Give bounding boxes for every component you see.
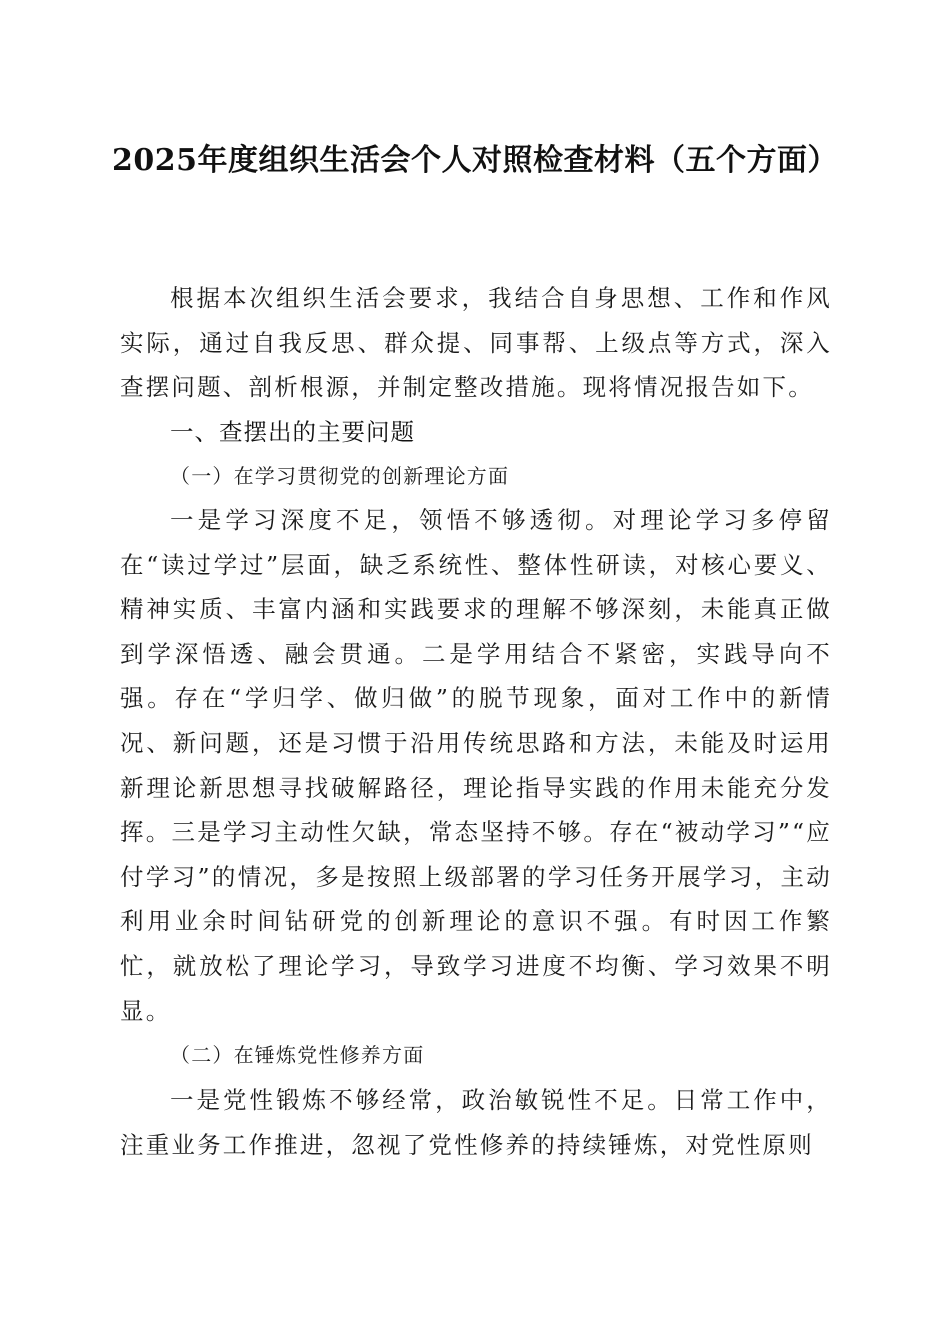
intro-paragraph: 根据本次组织生活会要求，我结合自身思想、工作和作风实际，通过自我反思、群众提、同事帮、上级点等方式，深入查摆问题、剖析根源，并制定整改措施。现将情况报告如下。 [120, 284, 832, 402]
subsection-heading-theory-study: （一）在学习贯彻党的创新理论方面 [170, 464, 510, 488]
paragraph-theory-study-issues: 一是学习深度不足，领悟不够透彻。对理论学习多停留在“读过学过”层面，缺乏系统性、整体性研读，对核心要义、精神实质、丰富内涵和实践要求的理解不够深刻，未能真正做到学深悟透、融会贯通。二是学用结合不紧密，实践导向不强。存在“学归学、做归做”的脱节现象，面对工作中的新情况、新问题，还是习惯于沿用传统思路和方法，未能及时运用新理论新思想寻找破解路径，理论指导实践的作用未能充分发挥。三是学习主动性欠缺，常态坚持不够。存在“被动学习”“应付学习”的情况，多是按照上级部署的学习任务开展学习，主动利用业余时间钻研党的创新理论的意识不强。有时因工作繁忙，就放松了理论学习，导致学习进度不均衡、学习效果不明显。 [120, 506, 832, 1025]
subsection-heading-party-spirit: （二）在锤炼党性修养方面 [170, 1043, 425, 1067]
document-title: 2025年度组织生活会个人对照检查材料（五个方面） [112, 143, 838, 178]
paragraph-party-spirit-issues: 一是党性锻炼不够经常，政治敏锐性不足。日常工作中，注重业务工作推进，忽视了党性修养的持续锤炼，对党性原则 [120, 1086, 832, 1159]
section-heading-problems: 一、查摆出的主要问题 [170, 418, 415, 446]
